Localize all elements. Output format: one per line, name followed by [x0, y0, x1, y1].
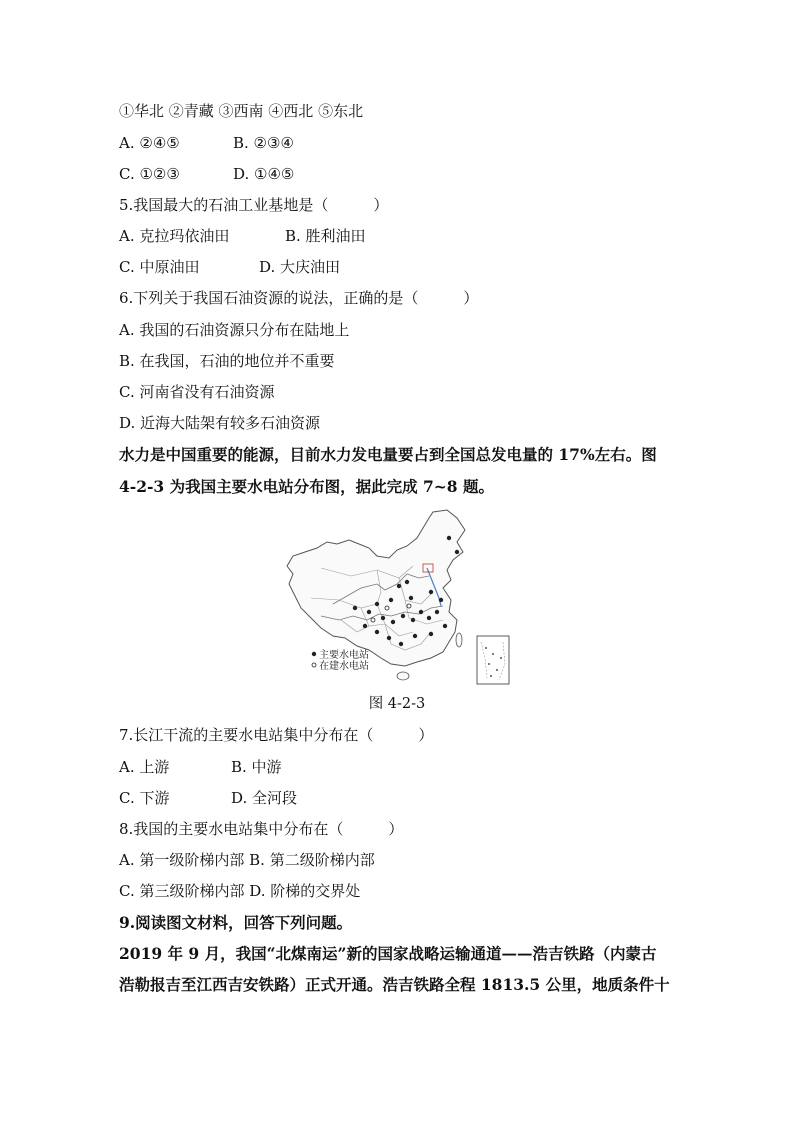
legend-building-label: 在建水电站	[319, 661, 369, 672]
china-outline	[287, 510, 465, 666]
q7-choice-d: D. 全河段	[231, 789, 298, 807]
q6-choice-b: B. 在我国，石油的地位并不重要	[119, 352, 335, 370]
q7-choice-a: A. 上游	[119, 758, 170, 776]
q8-choices-ab: A. 第一级阶梯内部 B. 第二级阶梯内部	[119, 851, 375, 869]
q4-options-line: ①华北 ②青藏 ③西南 ④西北 ⑤东北	[119, 102, 364, 120]
q4-choice-d: D. ①④⑤	[233, 165, 295, 183]
q5-choice-c: C. 中原油田	[119, 258, 200, 276]
q5-choice-d: D. 大庆油田	[259, 258, 341, 276]
q9-stem: 9.阅读图文材料，回答下列问题。	[119, 913, 353, 932]
q8-choices-cd: C. 第三级阶梯内部 D. 阶梯的交界处	[119, 882, 361, 900]
q6-stem: 6.下列关于我国石油资源的说法，正确的是（ ）	[119, 289, 479, 307]
figure-caption: 图 4-2-3	[368, 696, 426, 712]
q5-choice-a: A. 克拉玛依油田	[119, 227, 230, 245]
q7-choice-b: B. 中游	[231, 758, 282, 776]
q4-choice-b: B. ②③④	[233, 134, 294, 152]
taiwan-island	[456, 633, 462, 647]
q5-stem: 5.我国最大的石油工业基地是（ ）	[119, 196, 389, 214]
legend-main-symbol	[312, 652, 316, 656]
map-legend	[312, 648, 369, 672]
q7-choices-ab	[119, 757, 282, 777]
q9-line-2: 浩勒报吉至江西吉安铁路）正式开通。浩吉铁路全程 1813.5 公里，地质条件十	[119, 975, 670, 994]
q8-stem: 8.我国的主要水电站集中分布在（ ）	[119, 820, 404, 838]
q9-line-1: 2019 年 9 月，我国“北煤南运”新的国家战略运输通道——浩吉铁路（内蒙古	[119, 944, 657, 963]
passage-line-2: 4-2-3 为我国主要水电站分布图，据此完成 7~8 题。	[119, 477, 494, 496]
q6-choice-c: C. 河南省没有石油资源	[119, 383, 275, 401]
passage-line-1: 水力是中国重要的能源，目前水力发电量要占到全国总发电量的 17%左右。图	[119, 445, 657, 464]
south-china-sea-inset	[477, 636, 509, 684]
q7-choices-cd	[119, 788, 297, 808]
q7-stem: 7.长江干流的主要水电站集中分布在（ ）	[119, 726, 434, 744]
hydropower-map-figure	[281, 508, 513, 688]
q4-choices-ab	[119, 133, 294, 153]
q4-choice-c: C. ①②③	[119, 165, 180, 183]
q5-choice-b: B. 胜利油田	[285, 227, 366, 245]
q5-choices-ab	[119, 226, 366, 246]
q6-choice-d: D. 近海大陆架有较多石油资源	[119, 414, 321, 432]
q7-choice-c: C. 下游	[119, 789, 170, 807]
q6-choice-a: A. 我国的石油资源只分布在陆地上	[119, 321, 350, 339]
hainan-island	[397, 672, 409, 680]
q4-choice-a: A. ②④⑤	[119, 134, 180, 152]
q4-choices-cd	[119, 164, 294, 184]
legend-main-label: 主要水电站	[319, 650, 369, 661]
legend-building-symbol	[312, 663, 316, 667]
q5-choices-cd	[119, 257, 340, 277]
